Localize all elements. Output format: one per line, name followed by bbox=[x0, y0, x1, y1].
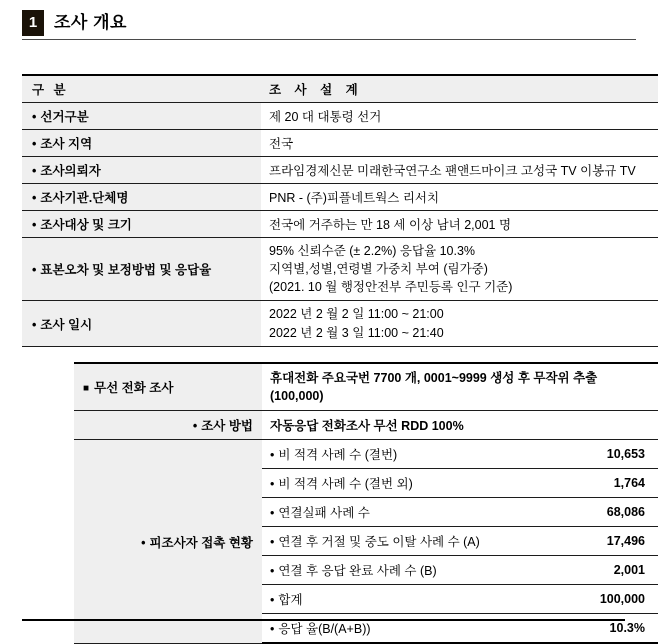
mobile-survey-body bbox=[74, 363, 658, 643]
row-label-survey-method bbox=[74, 411, 262, 440]
table-row bbox=[74, 440, 658, 469]
table-row bbox=[74, 363, 658, 411]
stat-label: • 비 적격 사례 수 (결번 외) bbox=[270, 474, 413, 492]
label-text: 표본오차 및 보정방법 및 응답율 bbox=[40, 263, 212, 278]
table-row bbox=[22, 301, 658, 346]
label-text: 조사대상 및 크기 bbox=[40, 218, 132, 232]
table-row bbox=[22, 238, 658, 301]
table-row bbox=[22, 157, 658, 184]
row-label-election-type bbox=[22, 103, 261, 130]
label-text: 조사 일시 bbox=[40, 317, 93, 332]
row-value-election-type: 제 20 대 대통령 선거 bbox=[261, 103, 658, 130]
row-label-agency bbox=[22, 184, 261, 211]
stat-row-ineligible-disconnected bbox=[262, 440, 658, 469]
survey-overview-table bbox=[22, 74, 658, 347]
stat-value: 1,764 bbox=[613, 476, 645, 491]
mobile-survey-line-1: 휴대전화 주요국번 7700 개, 0001~9999 생성 후 무작위 추출 bbox=[270, 371, 598, 385]
stat-value: 10.3% bbox=[609, 621, 645, 636]
stat-row-refused-dropout bbox=[262, 527, 658, 556]
stat-label: • 합계 bbox=[270, 590, 303, 608]
table-row bbox=[74, 411, 658, 440]
stat-row-total bbox=[262, 585, 658, 614]
margin-of-error-line-3: (2021. 10 월 행정안전부 주민등록 인구 기준) bbox=[269, 280, 513, 295]
stat-row-connection-failure bbox=[262, 498, 658, 527]
margin-of-error-line-1: 95% 신뢰수준 (± 2.2%) 응답율 10.3% bbox=[269, 244, 476, 258]
survey-datetime-line-2: 2022 년 2 월 3 일 11:00 ~ 21:40 bbox=[269, 325, 444, 340]
stat-label: • 연결 후 응답 완료 사례 수 (B) bbox=[270, 561, 437, 579]
row-label-contact-status bbox=[74, 440, 262, 644]
table-row bbox=[22, 211, 658, 238]
stat-value: 100,000 bbox=[599, 592, 645, 607]
row-label-target-size bbox=[22, 211, 261, 238]
stat-label: • 비 적격 사례 수 (결번) bbox=[270, 445, 397, 463]
bullet-icon bbox=[193, 419, 201, 433]
column-header-design: 조 사 설 계 bbox=[261, 75, 658, 103]
filled-square-icon bbox=[83, 381, 94, 395]
stat-row-completed bbox=[262, 556, 658, 585]
label-text: 무선 전화 조사 bbox=[94, 381, 174, 396]
table-row bbox=[22, 103, 658, 130]
table-header-row bbox=[22, 75, 658, 103]
survey-overview-body bbox=[22, 75, 658, 346]
row-value-survey-method: 자동응답 전화조사 무선 RDD 100% bbox=[262, 411, 658, 440]
margin-of-error-line-2: 지역별,성별,연령별 가중치 부여 (림가중) bbox=[269, 262, 488, 277]
table-row bbox=[22, 184, 658, 211]
stat-row-ineligible-other bbox=[262, 469, 658, 498]
column-header-category: 구 분 bbox=[22, 75, 261, 103]
stat-value: 68,086 bbox=[606, 505, 645, 520]
row-value-requester: 프라임경제신문 미래한국연구소 팬앤드마이크 고성국 TV 이봉규 TV bbox=[261, 157, 658, 184]
row-label-margin-of-error bbox=[22, 238, 261, 301]
stat-label: • 연결실패 사례 수 bbox=[270, 503, 370, 521]
page-title: 조사 개요 bbox=[54, 13, 127, 32]
label-text: 피조사자 접촉 현황 bbox=[149, 535, 253, 550]
survey-datetime-line-1: 2022 년 2 월 2 일 11:00 ~ 21:00 bbox=[269, 307, 444, 322]
label-text: 조사의뢰자 bbox=[40, 164, 101, 178]
row-label-survey-datetime bbox=[22, 301, 261, 346]
row-value-agency: PNR - (주)피플네트웍스 리서치 bbox=[261, 184, 658, 211]
row-value-margin-of-error bbox=[261, 238, 658, 301]
stat-label: • 응답 율(B/(A+B)) bbox=[270, 619, 371, 637]
label-text: 조사 방법 bbox=[201, 419, 253, 434]
section-number-badge: 1 bbox=[22, 10, 44, 36]
stat-label: • 연결 후 거절 및 중도 이탈 사례 수 (A) bbox=[270, 532, 480, 550]
document-bottom-rule bbox=[22, 619, 625, 621]
row-value-survey-datetime bbox=[261, 301, 658, 346]
row-label-requester bbox=[22, 157, 261, 184]
stat-value: 17,496 bbox=[606, 534, 645, 549]
row-label-survey-region bbox=[22, 130, 261, 157]
mobile-survey-table bbox=[74, 362, 658, 644]
label-text: 조사 지역 bbox=[40, 137, 93, 151]
stat-value: 10,653 bbox=[606, 447, 645, 462]
row-value-target-size: 전국에 거주하는 만 18 세 이상 남녀 2,001 명 bbox=[261, 211, 658, 238]
label-text: 조사기관.단체명 bbox=[40, 191, 129, 205]
page-section-heading bbox=[22, 10, 636, 44]
heading-divider bbox=[22, 39, 636, 40]
mobile-survey-line-2: (100,000) bbox=[270, 389, 324, 404]
row-value-mobile-survey bbox=[262, 363, 658, 411]
label-text: 선거구분 bbox=[40, 110, 89, 124]
table-row bbox=[22, 130, 658, 157]
row-label-mobile-survey bbox=[74, 363, 262, 411]
row-value-survey-region: 전국 bbox=[261, 130, 658, 157]
stat-value: 2,001 bbox=[613, 563, 645, 578]
